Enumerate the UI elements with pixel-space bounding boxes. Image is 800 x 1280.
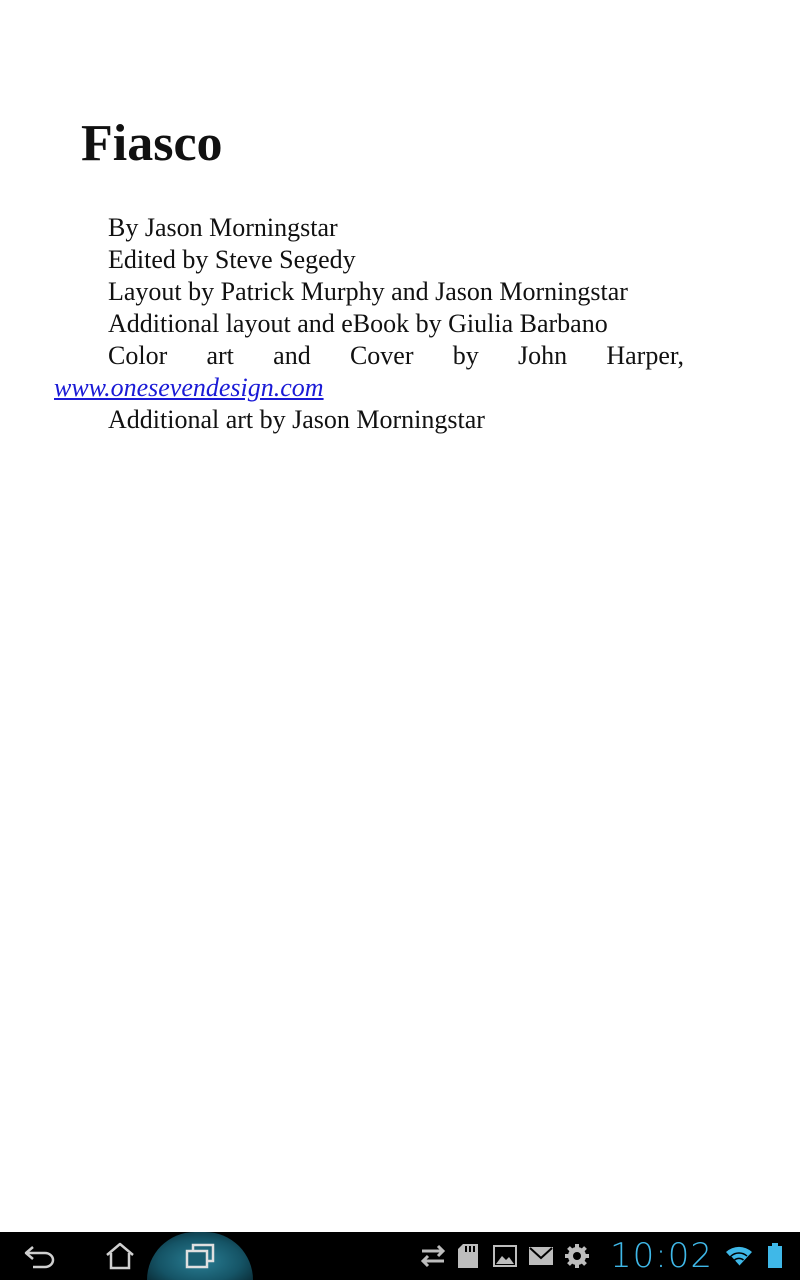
wifi-icon: [724, 1242, 754, 1270]
settings-gear-icon: [563, 1242, 591, 1270]
back-button[interactable]: [0, 1232, 80, 1280]
clock: 10:02: [610, 1236, 713, 1276]
credit-additional-art: Additional art by Jason Morningstar: [108, 405, 485, 434]
recent-apps-button[interactable]: [160, 1232, 240, 1280]
credit-cover-text: Color art and Cover by John Harper,: [108, 341, 684, 370]
book-content: [54, 112, 684, 436]
sd-card-icon: [455, 1242, 481, 1270]
back-arrow-icon: [23, 1241, 57, 1271]
email-icon: [527, 1242, 555, 1270]
book-title: Fiasco: [81, 115, 223, 172]
credit-editor: Edited by Steve Segedy: [108, 245, 356, 274]
credit-author: By Jason Morningstar: [108, 213, 338, 242]
cover-artist-link[interactable]: www.onesevendesign.com: [54, 373, 324, 402]
credit-ebook: Additional layout and eBook by Giulia Barbano: [108, 309, 608, 338]
battery-icon: [764, 1242, 786, 1270]
credit-layout: Layout by Patrick Murphy and Jason Morningstar: [108, 277, 628, 306]
sync-icon: [416, 1242, 450, 1270]
recent-apps-icon: [184, 1242, 216, 1270]
credit-cover: [54, 340, 684, 404]
system-bar: [0, 1232, 800, 1280]
home-icon: [104, 1241, 136, 1271]
picture-icon: [491, 1242, 519, 1270]
